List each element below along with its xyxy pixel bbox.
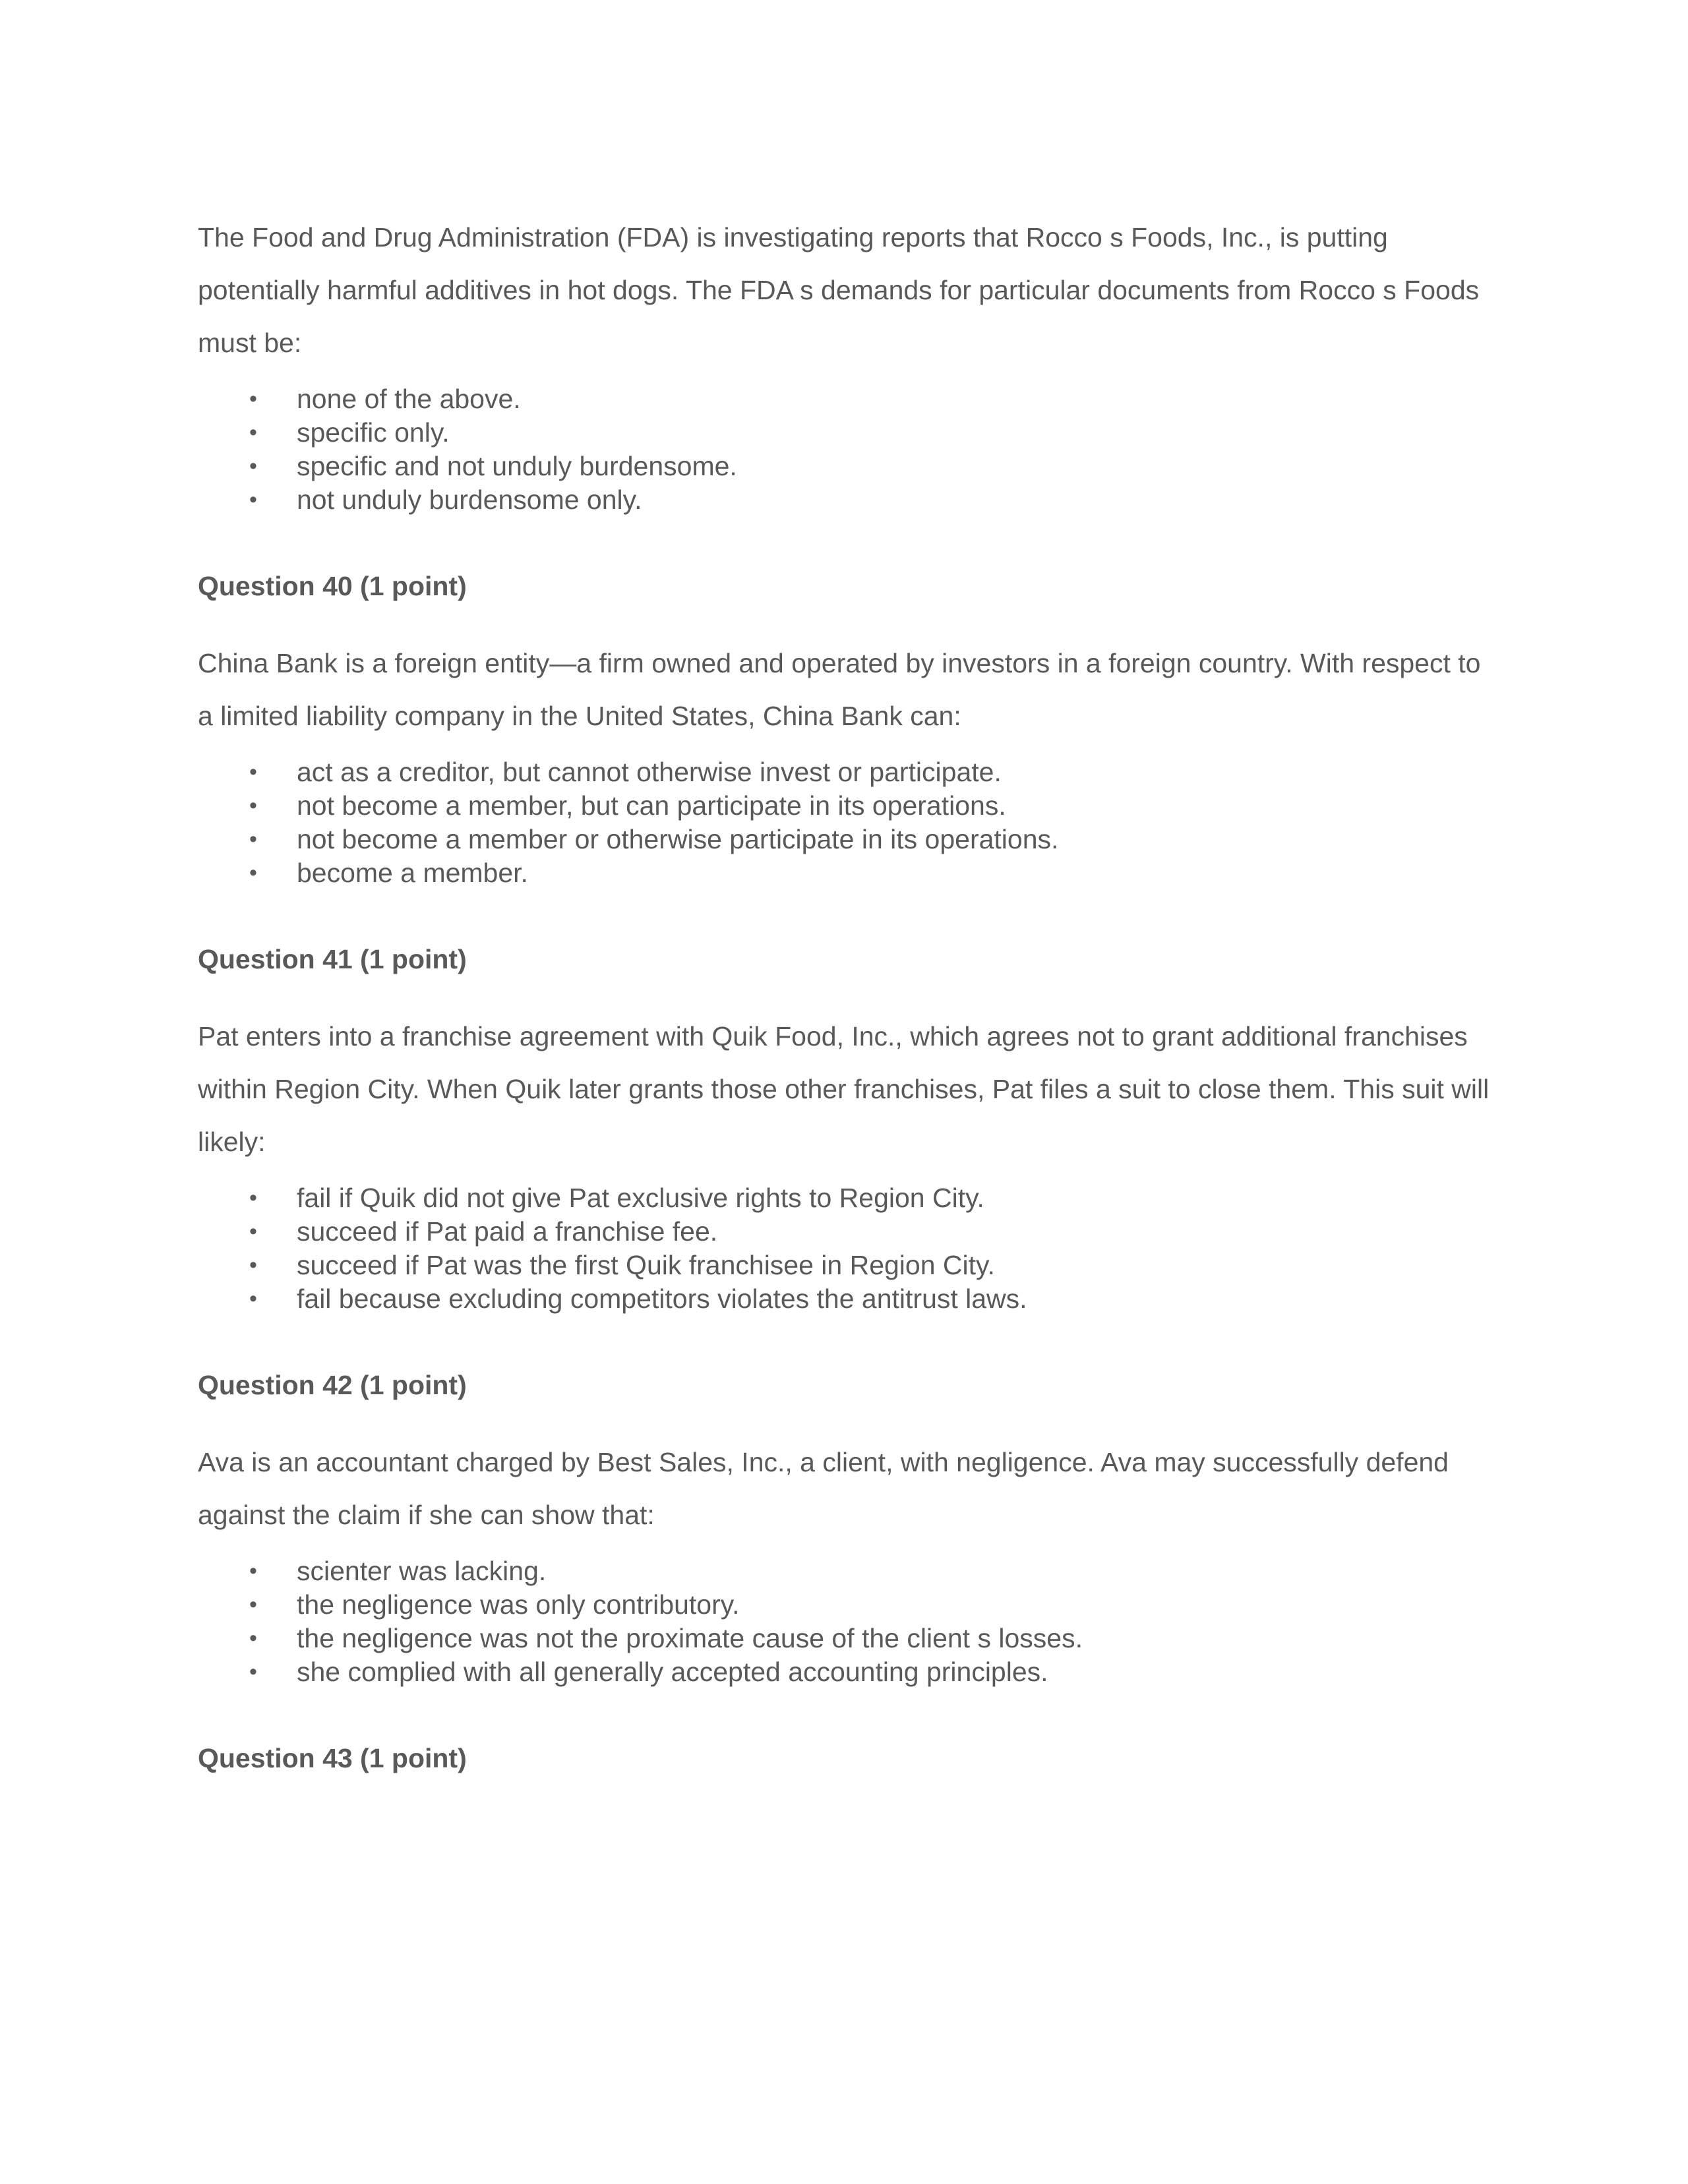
bullet-icon: • — [249, 420, 257, 445]
document-content — [198, 211, 1490, 1775]
question-41-options — [198, 1181, 1490, 1316]
option-item[interactable] — [198, 1249, 1490, 1282]
bullet-icon: • — [249, 759, 257, 784]
question-40-text: China Bank is a foreign entity—a firm owned and operated by investors in a foreign country. With respect to a limited liability company in the United States, China Bank can: — [198, 648, 1481, 731]
option-item[interactable] — [198, 483, 1490, 517]
option-item[interactable] — [198, 1588, 1490, 1622]
option-text: succeed if Pat was the first Quik franchisee in Region City. — [297, 1250, 995, 1280]
question-41-block — [198, 943, 1490, 1316]
option-item[interactable] — [198, 789, 1490, 823]
option-text: not become a member, but can participate in its operations. — [297, 790, 1006, 821]
option-text: specific only. — [297, 417, 450, 448]
option-item[interactable] — [198, 450, 1490, 483]
option-text: fail because excluding competitors violates the antitrust laws. — [297, 1284, 1027, 1314]
option-text: become a member. — [297, 858, 528, 888]
question-41-heading: Question 41 (1 point) — [198, 944, 467, 974]
bullet-icon: • — [249, 1253, 257, 1278]
question-42-text: Ava is an accountant charged by Best Sales, Inc., a client, with negligence. Ava may successfully defend against the claim if she can show that: — [198, 1447, 1449, 1530]
option-text: none of the above. — [297, 384, 521, 414]
question-43-block — [198, 1742, 1490, 1775]
bullet-icon: • — [249, 1185, 257, 1210]
question-42-options — [198, 1554, 1490, 1689]
option-text: specific and not unduly burdensome. — [297, 451, 737, 481]
question-40-heading: Question 40 (1 point) — [198, 571, 467, 601]
option-item[interactable] — [198, 1622, 1490, 1655]
bullet-icon: • — [249, 793, 257, 818]
question-39-block — [198, 211, 1490, 517]
option-text: succeed if Pat paid a franchise fee. — [297, 1216, 718, 1247]
bullet-icon: • — [249, 487, 257, 512]
option-text: not become a member or otherwise participate in its operations. — [297, 824, 1059, 854]
option-item[interactable] — [198, 1181, 1490, 1215]
question-42-block — [198, 1369, 1490, 1689]
option-item[interactable] — [198, 1554, 1490, 1588]
question-39-options — [198, 382, 1490, 517]
bullet-icon: • — [249, 1558, 257, 1583]
bullet-icon: • — [249, 454, 257, 479]
option-item[interactable] — [198, 1215, 1490, 1249]
option-item[interactable] — [198, 755, 1490, 789]
option-item[interactable] — [198, 856, 1490, 890]
option-item[interactable] — [198, 382, 1490, 416]
option-text: not unduly burdensome only. — [297, 485, 642, 515]
question-41-text: Pat enters into a franchise agreement with Quik Food, Inc., which agrees not to grant additional franchises within Region City. When Quik later grants those other franchises, Pat files a suit to close them. This suit will likely: — [198, 1021, 1490, 1157]
option-text: the negligence was not the proximate cause of the client s losses. — [297, 1623, 1083, 1653]
bullet-icon: • — [249, 827, 257, 852]
option-text: the negligence was only contributory. — [297, 1589, 740, 1620]
option-text: she complied with all generally accepted accounting principles. — [297, 1657, 1048, 1687]
bullet-icon: • — [249, 1659, 257, 1684]
option-text: act as a creditor, but cannot otherwise invest or participate. — [297, 757, 1002, 787]
bullet-icon: • — [249, 1592, 257, 1617]
option-text: scienter was lacking. — [297, 1556, 547, 1586]
question-40-block — [198, 570, 1490, 890]
question-42-heading: Question 42 (1 point) — [198, 1370, 467, 1400]
option-item[interactable] — [198, 416, 1490, 450]
bullet-icon: • — [249, 860, 257, 885]
question-40-options — [198, 755, 1490, 890]
option-text: fail if Quik did not give Pat exclusive rights to Region City. — [297, 1183, 984, 1213]
option-item[interactable] — [198, 823, 1490, 856]
bullet-icon: • — [249, 1219, 257, 1244]
bullet-icon: • — [249, 386, 257, 411]
bullet-icon: • — [249, 1626, 257, 1651]
question-43-heading: Question 43 (1 point) — [198, 1743, 467, 1773]
option-item[interactable] — [198, 1282, 1490, 1316]
option-item[interactable] — [198, 1655, 1490, 1689]
bullet-icon: • — [249, 1286, 257, 1311]
question-39-text: The Food and Drug Administration (FDA) is investigating reports that Rocco s Foods, Inc., is putting potentially harmful additives in hot dogs. The FDA s demands for particular documents from Rocco s Foods must be: — [198, 222, 1480, 358]
